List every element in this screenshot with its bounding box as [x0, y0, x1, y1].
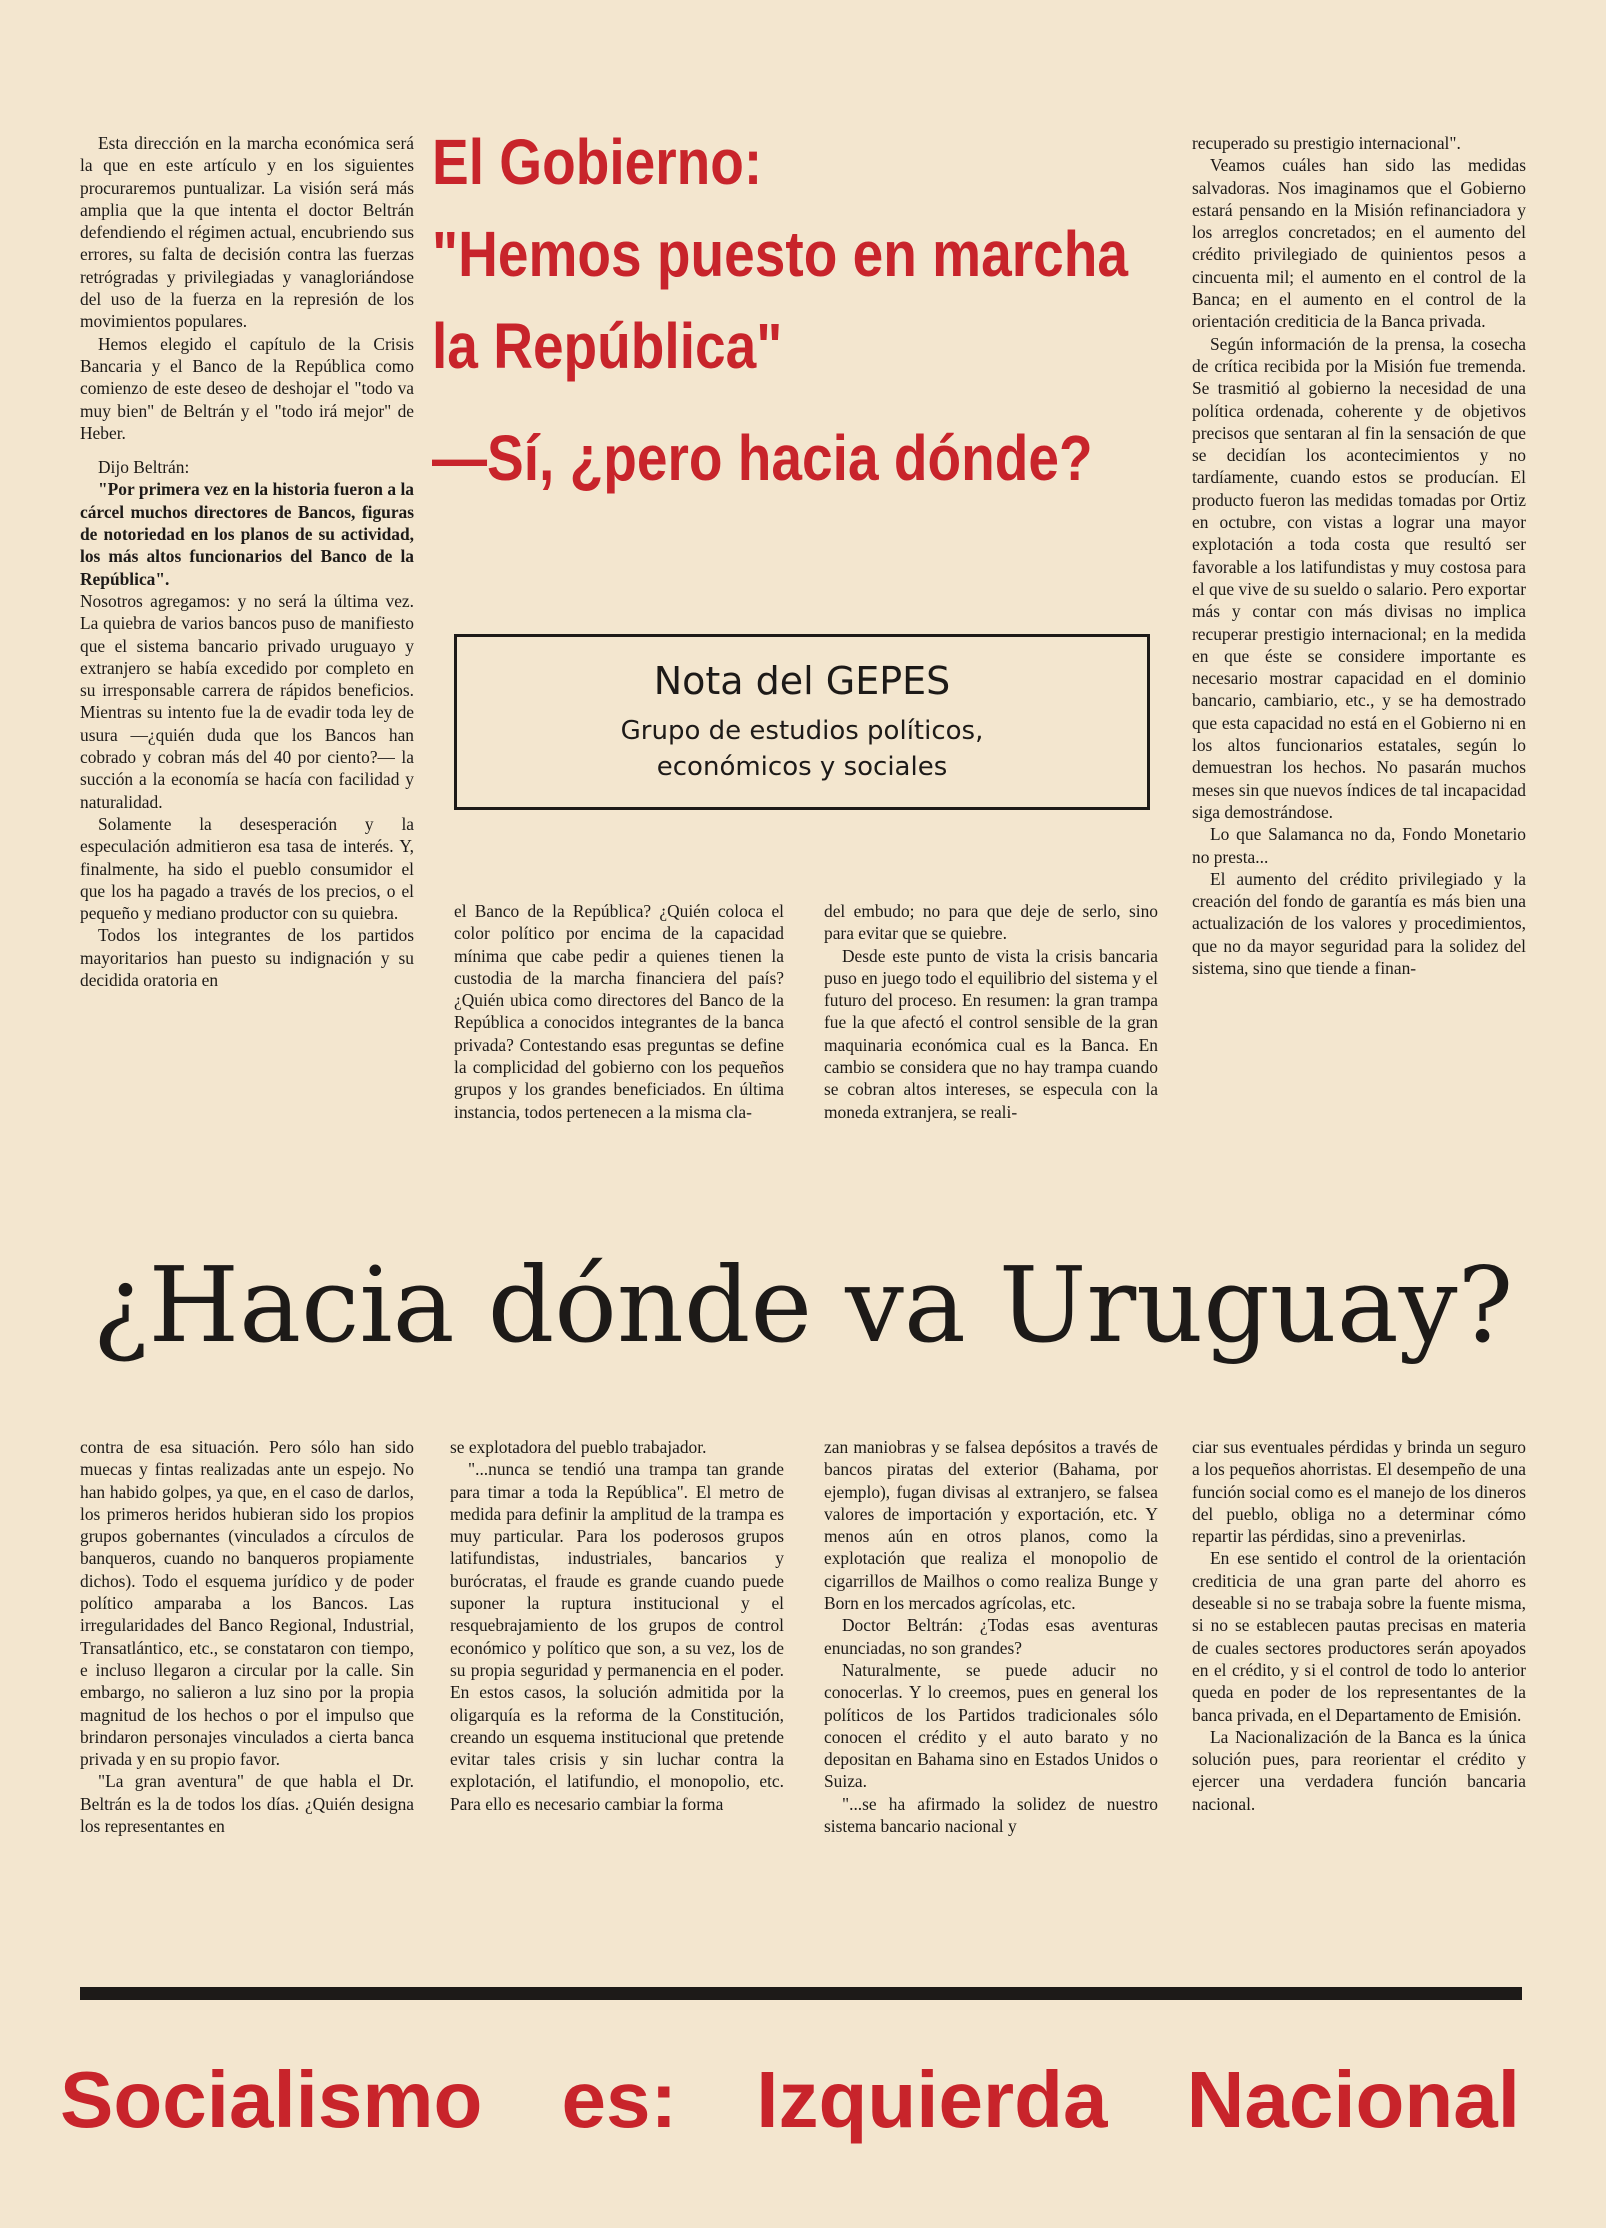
- bottom-col-2: [450, 1436, 784, 1815]
- paragraph: contra de esa situación. Pero sólo han sido muecas y fintas realizadas ante un espejo. No han habido golpes, ya que, en el caso de darlos, los primeros heridos hubieran sido los propios grupos gobernantes (vinculados a círculos de banqueros, cuando no banqueros propiamente dichos). Todo el esquema jurídico y de poder político amparaba a los Bancos. Las irregularidades del Banco Regional, Industrial, Transatlántico, etc., se constataron con tiempo, e incluso llegaron a circular por la calle. Sin embargo, no salieron a luz sino por la propia magnitud de los hechos o por el impulso que brindaron personajes vinculados a cierta banca privada y en su propio favor.: [80, 1437, 414, 1770]
- top-col-1: [80, 132, 414, 991]
- nota-subtitle: económicos y sociales: [656, 752, 948, 782]
- paragraph: recuperado su prestigio internacional".: [1192, 133, 1461, 153]
- bottom-col-1: [80, 1436, 414, 1837]
- paragraph: Dijo Beltrán:: [98, 457, 190, 478]
- headline-line: El Gobierno:: [432, 126, 763, 198]
- headline-line: "Hemos puesto en marcha: [432, 218, 1128, 290]
- top-col-3: [824, 900, 1158, 1123]
- paragraph: Desde este punto de vista la crisis bancaria puso en juego todo el equilibrio del sistema y el futuro del proceso. En resumen: la gran trampa fue la que afectó el control sensible de la gran maquinaria económica cual es la Banca. En cambio se considera que no hay trampa cuando se cobran altos intereses, se especula con la moneda extranjera, se reali-: [824, 945, 1158, 1122]
- nota-title: Nota del GEPES: [653, 659, 951, 703]
- paragraph: Solamente la desesperación y la especulación admitieron esa tasa de interés. Y, finalmente, ha sido el pueblo consumidor el que los ha pagado a través de los precios, o el pequeño y mediano productor con su quiebra.: [80, 813, 414, 924]
- quote-paragraph: "Por primera vez en la historia fueron a la cárcel muchos directores de Bancos, figuras de notoriedad en los planos de su actividad, los más altos funcionarios del Banco de la República".: [80, 479, 414, 589]
- headline-line: la República": [432, 310, 783, 382]
- horizontal-rule: [80, 1987, 1522, 2000]
- top-col-4: [1192, 132, 1526, 979]
- paragraph: zan maniobras y se falsea depósitos a través de bancos piratas del exterior (Bahama, por ejemplo), fugan divisas al extranjero, se falsea valores de importación y exportación, etc. Y menos aún en otros planos, como la explotación que realiza el monopolio de cigarrillos de Mailhos o como realiza Bunge y Born en los mercados agrícolas, etc.: [824, 1437, 1158, 1614]
- paragraph: "...nunca se tendió una trampa tan grande para timar a toda la República". El metro de medida para definir la amplitud de la trampa es muy particular. Para los poderosos grupos latifundistas, industriales, bancarios y burócratas, el fraude es grande cuando puede suponer la ruptura institucional y el resquebrajamiento de los grupos de control económico y político que son, a su vez, los de su propia seguridad y permanencia en el poder. En estos casos, la solución admitida por la oligarquía es la reforma de la Constitución, creando un esquema institucional que pretende evitar tales crisis y sin luchar contra la explotación, el latifundio, el monopolio, etc. Para ello es necesario cambiar la forma: [450, 1459, 784, 1814]
- top-col-2: [454, 900, 784, 1123]
- paragraph: Veamos cuáles han sido las medidas salvadoras. Nos imaginamos que el Gobierno estará pensando en la Misión refinanciadora y los arreglos concretados; en el aumento del crédito privilegiado de quinientos pesos a cincuenta mil; el aumento en el control de la Banca; en el aumento en el control de la orientación crediticia de la Banca privada.: [1192, 155, 1526, 332]
- nota-box: [454, 634, 1150, 810]
- nota-subtitle: Grupo de estudios políticos,: [620, 716, 984, 746]
- paragraph: el Banco de la República? ¿Quién coloca el color político por encima de la capacidad mínima que cabe pedir a quienes tienen la custodia de la marcha financiera del país? ¿Quién ubica como directores del Banco de la República a conocidos integrantes de la banca privada? Contestando esas preguntas se define la complicidad del gobierno con los pequeños grupos y los grandes beneficiados. En última instancia, todos pertenecen a la misma cla-: [454, 901, 784, 1122]
- paragraph: El aumento del crédito privilegiado y la creación del fondo de garantía es más bien una actualización de los valores y procedimientos, que no da mayor seguridad para la solidez del sistema, sino que tiende a finan-: [1192, 868, 1526, 978]
- paragraph: Nosotros agregamos: y no será la última vez. La quiebra de varios bancos puso de manifiesto que el sistema bancario privado uruguayo y extranjero se había excedido por completo en su irresponsable carrera de rápidos beneficios. Mientras su intento fue la de evadir toda ley de usura —¿quién duda que los Bancos han cobrado y cobran más del 40 por ciento?— la succión a la economía se hacía con facilidad y naturalidad.: [80, 590, 414, 812]
- slogan-word: es:: [561, 2055, 678, 2144]
- paragraph: Hemos elegido el capítulo de la Crisis Bancaria y el Banco de la República como comienzo de este deseo de deshojar el "todo va muy bien" de Beltrán y el "todo irá mejor" de Heber.: [80, 333, 414, 443]
- slogan-word: Izquierda: [756, 2055, 1108, 2144]
- paragraph: Lo que Salamanca no da, Fondo Monetario no presta...: [1192, 824, 1526, 867]
- paragraph: Doctor Beltrán: ¿Todas esas aventuras enunciadas, no son grandes?: [824, 1615, 1158, 1658]
- main-title: ¿Hacia dónde va Uruguay?: [92, 1244, 1514, 1366]
- paragraph: La Nacionalización de la Banca es la única solución pues, para reorientar el crédito y ejercer una verdadera función bancaria nacional.: [1192, 1726, 1526, 1814]
- bottom-col-4: [1192, 1436, 1526, 1815]
- paragraph: Esta dirección en la marcha económica será la que en este artículo y en los siguientes procuraremos puntualizar. La visión será más amplia que la que intenta el doctor Beltrán defendiendo el régimen actual, encubriendo sus errores, su falta de decisión contra las fuerzas retrógradas y privilegiadas y vanagloriándose del uso de la fuerza en la represión de los movimientos populares.: [80, 133, 414, 332]
- slogan-word: Nacional: [1186, 2055, 1520, 2144]
- paragraph: "...se ha afirmado la solidez de nuestro sistema bancario nacional y: [824, 1793, 1158, 1837]
- headline-line: —Sí, ¿pero hacia dónde?: [432, 422, 1093, 494]
- footer-slogan: [60, 2050, 1520, 2150]
- headline: [432, 116, 1128, 504]
- paragraph: Naturalmente, se puede aducir no conocerlas. Y lo creemos, pues en general los políticos de los Partidos tradicionales sólo conocen el crédito y el auto barato y no depositan en Bahama sino en Estados Unidos o Suiza.: [824, 1659, 1158, 1792]
- slogan-word: Socialismo: [60, 2055, 483, 2144]
- paragraph: ciar sus eventuales pérdidas y brinda un seguro a los pequeños ahorristas. El desempeño de una función social como es el manejo de los dineros del pueblo, obliga no a determinar cómo repartir las pérdidas, sino a prevenirlas.: [1192, 1437, 1526, 1547]
- paragraph: se explotadora del pueblo trabajador.: [450, 1437, 707, 1457]
- paragraph: Según información de la prensa, la cosecha de crítica recibida por la Misión fue tremenda. Se trasmitió al gobierno la necesidad de una política ordenada, coherente y de objetivos precisos que sentaran al fin la sensación de que se decidían los acontecimientos y no tardíamente, cuando estos se producían. El producto fueron las medidas tomadas por Ortiz en octubre, con vistas a lograr una mayor explotación a toda costa que resultó ser favorable a los latifundistas y muy costosa para el que vive de su sueldo o salario. Pero exportar más y contar con más divisas no implica recuperar prestigio internacional; en la medida en que éste se considere importante es necesario mostrar capacidad en el dominio bancario, cambiario, etc., y se ha demostrado que esta capacidad no está en el Gobierno ni en los altos funcionarios estatales, según lo demuestran los hechos. No pasarán muchos meses sin que nuevos índices de tal incapacidad siga demostrándose.: [1192, 333, 1526, 822]
- bottom-col-3: [824, 1436, 1158, 1837]
- paragraph: En ese sentido el control de la orientación crediticia de una gran parte del ahorro es deseable si no se trabaja sobre la fuente misma, si no se establecen pautas precisas en materia de cuales sectores productores serán apoyados en el crédito, y si el control de todo lo anterior queda en poder de los representantes de la banca privada, en el Departamento de Emisión.: [1192, 1548, 1526, 1725]
- paragraph: del embudo; no para que deje de serlo, sino para evitar que se quiebre.: [824, 901, 1158, 944]
- paragraph: "La gran aventura" de que habla el Dr. Beltrán es la de todos los días. ¿Quién designa los representantes en: [80, 1771, 414, 1837]
- paragraph: Todos los integrantes de los partidos mayoritarios han puesto su indignación y su decidida oratoria en: [80, 925, 414, 990]
